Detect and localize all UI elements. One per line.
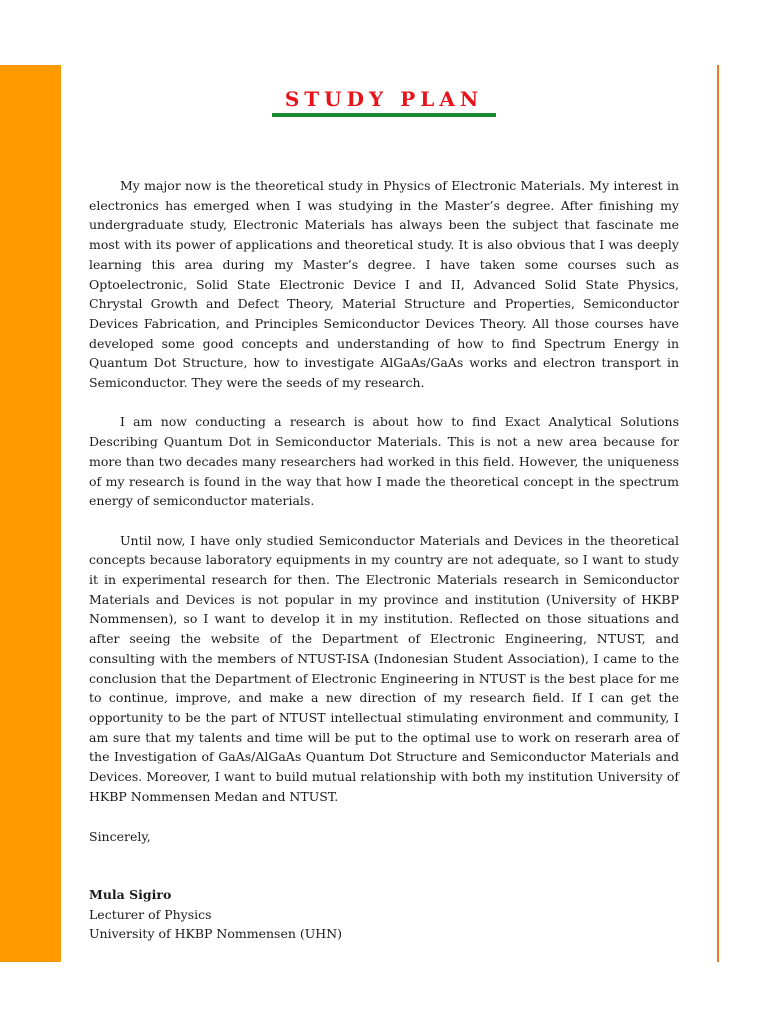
- paragraph-3: Until now, I have only studied Semiconductor Materials and Devices in the theoretical concepts because laboratory equipments in my country are not adequate, so I want to study it in experimental research for then. The Electronic Materials research in Semiconductor Materials and Devices is not popular in my province and institution (University of HKBP Nommensen), so I want to develop it in my institution. Reflected on those situations and after seeing the website of the Department of Electronic Engineering, NTUST, and consulting with the members of NTUST-ISA (Indonesian Student Association), I came to the conclusion that the Department of Electronic Engineering in NTUST is the best place for me to continue, improve, and make a new direction of my research field. If I can get the opportunity to be the part of NTUST intellectual stimulating environment and community, I am sure that my talents and time will be put to the optimal use to work on reserarh area of the Investigation of GaAs/AlGaAs Quantum Dot Structure and Semiconductor Materials and Devices. Moreover, I want to build mutual relationship with both my institution University of HKBP Nommensen Medan and NTUST.: [89, 532, 679, 804]
- closing-salutation: Sincerely,: [89, 829, 151, 844]
- left-decorative-band: [0, 65, 61, 962]
- signature-block: [89, 885, 342, 944]
- document-body: [89, 176, 679, 826]
- paragraph-1: My major now is the theoretical study in Physics of Electronic Materials. My interest in electronics has emerged when I was studying in the Master’s degree. After finishing my undergraduate study, Electronic Materials has always been the subject that fascinate me most with its power of applications and theoretical study. It is also obvious that I was deeply learning this area during my Master’s degree. I have taken some courses such as Optoelectronic, Solid State Electronic Device I and II, Advanced Solid State Physics, Chrystal Growth and Defect Theory, Material Structure and Properties, Semiconductor Devices Fabrication, and Principles Semiconductor Devices Theory. All those courses have developed some good concepts and understanding of how to find Spectrum Energy in Quantum Dot Structure, how to investigate AlGaAs/GaAs works and electron transport in Semiconductor. They were the seeds of my research.: [89, 178, 679, 391]
- title-underline: [272, 113, 496, 117]
- right-decorative-line: [717, 65, 719, 962]
- signature-name: Mula Sigiro: [89, 887, 172, 902]
- document-title: STUDY PLAN: [284, 87, 484, 111]
- signature-institution: University of HKBP Nommensen (UHN): [89, 926, 343, 942]
- signature-position: Lecturer of Physics: [89, 906, 212, 922]
- paragraph-2: I am now conducting a research is about how to find Exact Analytical Solutions Describing Quantum Dot in Semiconductor Materials. This is not a new area because for more than two decades many researchers had worked in this field. However, the uniqueness of my research is found in the way that how I made the theoretical concept in the spectrum energy of semiconductor materials.: [89, 414, 679, 509]
